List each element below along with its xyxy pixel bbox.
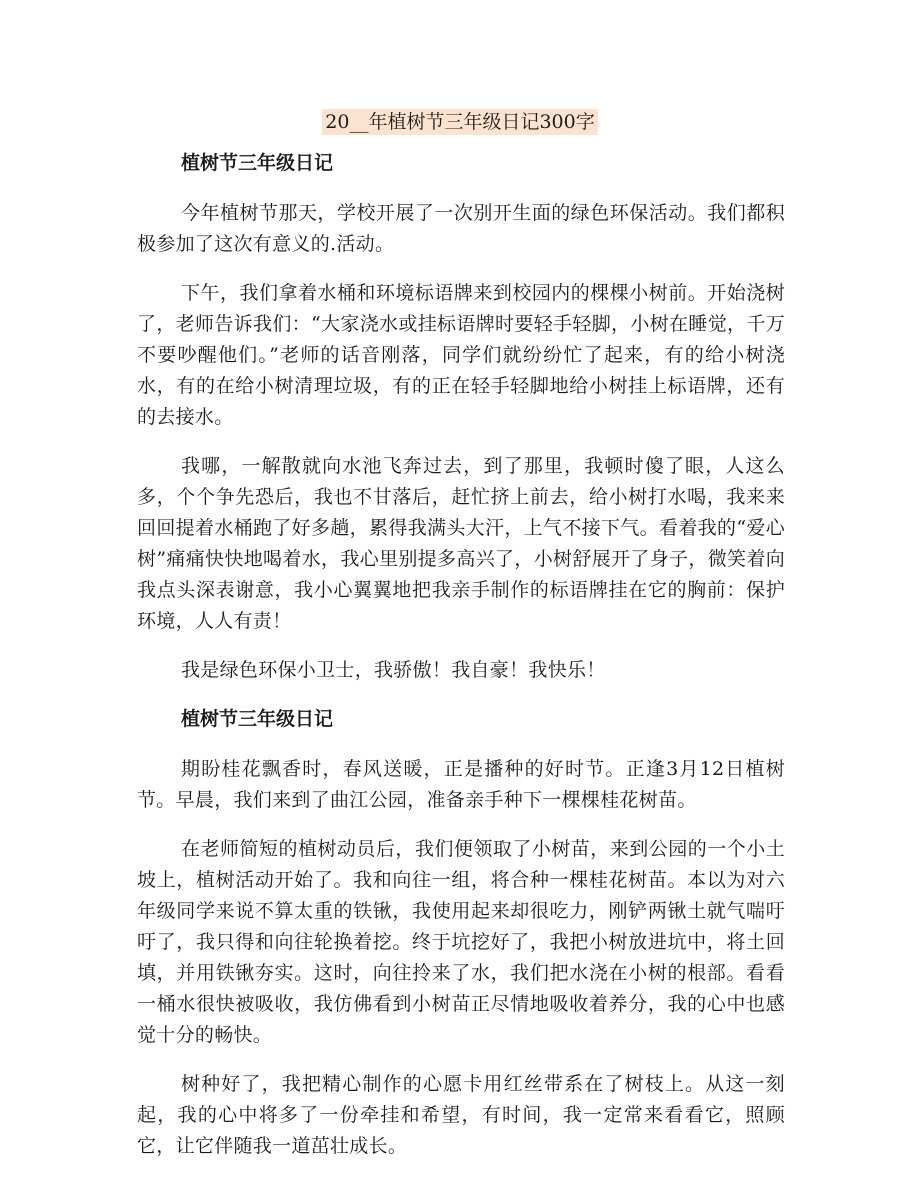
paragraph: 我是绿色环保小卫士，我骄傲！我自豪！我快乐！ <box>181 659 606 681</box>
document-body <box>137 148 785 1180</box>
section-heading: 植树节三年级日记 <box>181 152 334 174</box>
document-title-wrapper <box>0 107 920 137</box>
document-title: 20__年植树节三年级日记300字 <box>322 109 597 135</box>
paragraph: 我哪，一解散就向水池飞奔过去，到了那里，我顿时傻了眼，人这么多，个个争先恐后，我也不甘落后，赶忙挤上前去，给小树打水喝，我来来回回提着水桶跑了好多趟，累得我满头大汗，上气不接下气。看着我的“爱心树”痛痛快快地喝着水，我心里别提多高兴了，小树舒展开了身子，微笑着向我点头深表谢意，我小心翼翼地把我亲手制作的标语牌挂在它的胸前：保护环境，人人有责！ <box>137 455 785 632</box>
paragraph: 今年植树节那天，学校开展了一次别开生面的绿色环保活动。我们都积极参加了这次有意义的.活动。 <box>137 202 785 255</box>
paragraph: 树种好了，我把精心制作的心愿卡用红丝带系在了树枝上。从这一刻起，我的心中将多了一份牵挂和希望，有时间，我一定常来看看它，照顾它，让它伴随我一道茁壮成长。 <box>137 1073 785 1157</box>
diary-section-2 <box>137 704 785 1162</box>
paragraph: 期盼桂花飘香时，春风送暖，正是播种的好时节。正逢3月12日植树节。早晨，我们来到了曲江公园，准备亲手种下一棵棵桂花树苗。 <box>137 758 785 811</box>
paragraph: 下午，我们拿着水桶和环境标语牌来到校园内的棵棵小树前。开始浇树了，老师告诉我们：“大家浇水或挂标语牌时要轻手轻脚，小树在睡觉，千万不要吵醒他们。”老师的话音刚落，同学们就纷纷忙了起来，有的给小树浇水，有的在给小树清理垃圾，有的正在轻手轻脚地给小树挂上标语牌，还有的去接水。 <box>137 282 785 428</box>
diary-section-1 <box>137 148 785 686</box>
paragraph: 在老师简短的植树动员后，我们便领取了小树苗，来到公园的一个小土坡上，植树活动开始了。我和向往一组，将合种一棵桂花树苗。本以为对六年级同学来说不算太重的铁锹，我使用起来却很吃力，刚铲两锹土就气喘吁吁了，我只得和向往轮换着挖。终于坑挖好了，我把小树放进坑中，将土回填，并用铁锹夯实。这时，向往拎来了水，我们把水浇在小树的根部。看看一桶水很快被吸收，我仿佛看到小树苗正尽情地吸收着养分，我的心中也感觉十分的畅快。 <box>137 838 785 1046</box>
section-heading: 植树节三年级日记 <box>181 708 334 730</box>
